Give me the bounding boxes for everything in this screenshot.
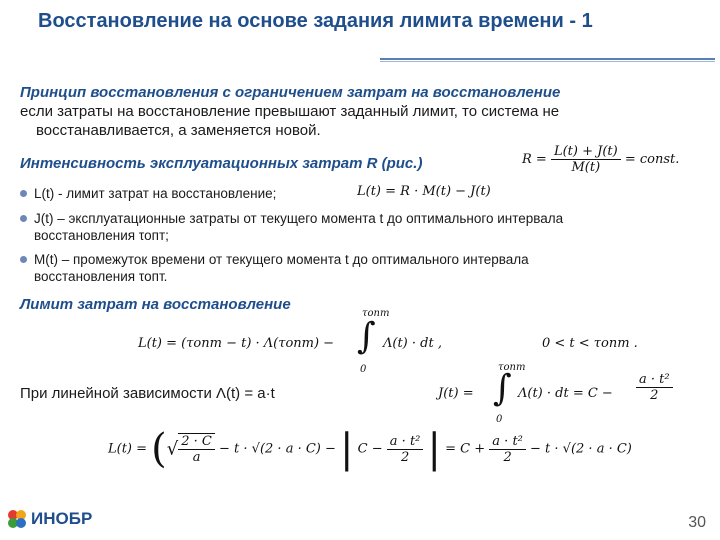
intensity-heading: Интенсивность эксплуатационных затрат R (рис.) xyxy=(20,155,423,172)
l-int-lower: 0 xyxy=(360,364,367,375)
r-def: R = xyxy=(522,152,547,167)
logo-text: ИНОБР xyxy=(31,509,93,528)
final-c: C − xyxy=(357,441,383,457)
r-fraction xyxy=(551,144,621,175)
bullet-2-line2: восстановления τопт; xyxy=(34,228,169,243)
principle-text-2: восстанавливается, а заменяется новой. xyxy=(36,122,321,139)
final-rhs: = C + xyxy=(445,441,486,457)
inobr-logo xyxy=(6,508,92,530)
final-rhs-den: 2 xyxy=(503,449,512,465)
l-int-upper: τопт xyxy=(362,308,390,319)
final-formula: L(t) = (√ $\frac{2 \cdot C}{a}$ − t · √(2 · a · C) − | C − $\frac{\text{a · t²}}{2}$ | = C + $\frac{\text{a · t²}}{2}$ − t · √(2 · a · C) xyxy=(108,426,632,472)
final-lhs: L(t) = xyxy=(108,441,152,457)
r-const: = const. xyxy=(624,152,680,167)
page-number: 30 xyxy=(688,514,706,531)
bullet-1 xyxy=(20,185,276,202)
principle-heading: Принцип восстановления с ограничением затрат на восстановление xyxy=(20,84,561,101)
final-sqrt-den: a xyxy=(192,450,201,465)
inobr-logo-icon xyxy=(6,508,28,530)
final-rhs-num: a · t² xyxy=(489,434,526,450)
limit-heading: Лимит затрат на восстановление xyxy=(20,296,291,313)
title-underline-thin xyxy=(380,61,715,62)
linear-text: При линейной зависимости Λ(t) = a·t xyxy=(20,385,275,402)
r-formula xyxy=(522,144,679,175)
page-title: Восстановление на основе задания лимита времени - 1 xyxy=(38,10,593,32)
l-relation-formula: L(t) = R · M(t) − J(t) xyxy=(357,184,491,199)
bullet-3 xyxy=(20,251,529,285)
l-int-body: Λ(t) · dt , xyxy=(383,336,442,351)
j-lower: 0 xyxy=(496,414,503,425)
principle-text-1: если затраты на восстановление превышают заданный лимит, то система не xyxy=(20,103,560,120)
l-int-lhs: L(t) = (τопт − t) · Λ(τопт) − xyxy=(138,336,335,351)
bullet-dot-icon xyxy=(20,256,27,263)
final-sqrt-num: 2 · C xyxy=(178,434,215,450)
j-num: a · t² xyxy=(636,372,673,388)
final-den: 2 xyxy=(400,449,410,465)
bullet-3-line2: восстановления τопт. xyxy=(34,269,168,284)
j-fraction xyxy=(636,372,673,403)
final-num: a · t² xyxy=(387,434,424,450)
j-upper: τопт xyxy=(498,362,526,373)
bullet-2-line1: J(t) – эксплуатационные затраты от текущего момента t до оптимального интервала xyxy=(34,211,564,226)
l-range: 0 < t < τопт . xyxy=(542,336,638,351)
j-den: 2 xyxy=(650,388,659,403)
bullet-dot-icon xyxy=(20,190,27,197)
bullet-2 xyxy=(20,210,563,244)
j-lhs: J(t) = xyxy=(438,386,474,401)
bullet-dot-icon xyxy=(20,215,27,222)
final-mid: − t · √(2 · a · C) − xyxy=(219,441,336,457)
j-body: Λ(t) · dt = C − xyxy=(518,386,613,401)
integral-icon: ∫ xyxy=(357,316,376,357)
r-den: M(t) xyxy=(571,160,601,175)
r-num: L(t) + J(t) xyxy=(551,144,621,160)
bullet-1-text: L(t) - лимит затрат на восстановление; xyxy=(34,186,277,201)
title-underline xyxy=(380,58,715,60)
final-tail: − t · √(2 · a · C) xyxy=(530,441,632,457)
bullet-3-line1: M(t) – промежуток времени от текущего момента t до оптимального интервала xyxy=(34,252,529,267)
integral-icon: ∫ xyxy=(493,368,512,409)
